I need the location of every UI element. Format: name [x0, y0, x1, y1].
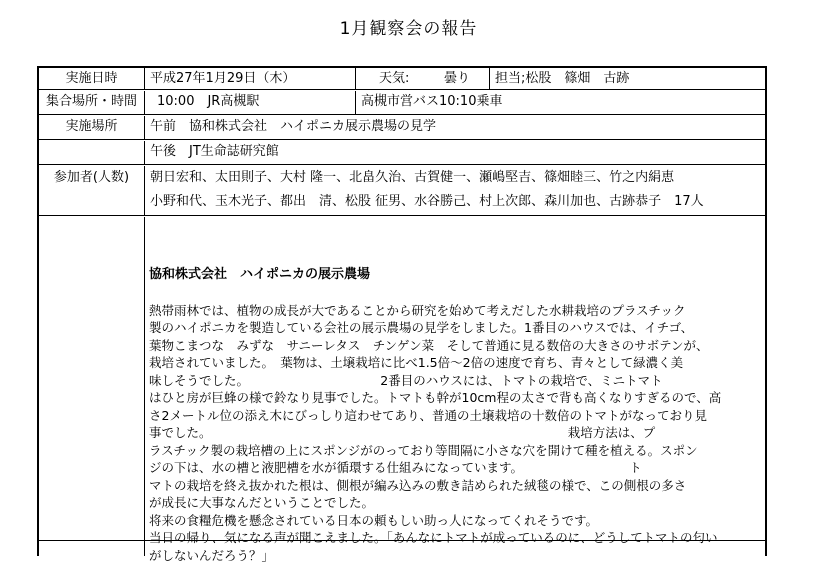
page-title: 1月観察会の報告 [339, 19, 478, 39]
label-participants: 参加者(人数) [39, 166, 145, 215]
row-date [39, 68, 765, 90]
label-place-blank [39, 141, 145, 164]
label-meeting: 集合場所・時間 [39, 91, 145, 114]
divider [144, 217, 145, 556]
place-pm: 午後 JT生命誌研究館 [150, 144, 279, 159]
divider [355, 68, 356, 89]
label-place: 実施場所 [39, 116, 145, 139]
weather-label: 天気: [379, 71, 410, 86]
participants-line-2: 小野和代、玉木光子、都出 清、松股 征男、水谷勝己、村上次郎、森川加也、古跡恭子 17人 [150, 194, 704, 209]
row-participants [39, 166, 765, 216]
report-text: 熱帯雨林では、植物の成長が大であることから研究を始めて考えだした水耕栽培のプラスチック 製のハイポニカを製造している会社の展示農場の見学をしました。1番目のハウスでは、イチゴ、 葉物こまつな みずな サニーレタス チンゲン菜 そして普通に見る数倍の大きさのサボテンが、 栽培されていました。 葉物は、土壌栽培に比べ1.5倍～2倍の速度で育ち、青々として緑濃く美 味しそうでした。 2番目のハウスには、トマトの栽培で、ミニトマト はひと房が巨蜂の様で鈴なり見事でした。トマトも幹が10cm程の太さで背も高くなりすぎるので、高 さ2メートル位の添え木にびっしり這わせてあり、普通の土壌栽培の十数倍のトマトがなっており見 事でした。 栽培方法は、プ ラスチック製の栽培槽の上にスポンジがのっており等間隔に小さな穴を開けて種を植える。スポン ジの下は、水の槽と液肥槽を水が循環する仕組みになっています。 ト マトの栽培を終え抜かれた根は、側根が編み込みの敷き詰められた絨毯の様で、この側根の多さ が成長に大事なんだということでした。 将来の食糧危機を懸念されている日本の頼もしい助っ人になってくれそうです。 当日の帰り、気になる声が聞こえました。「あんなにトマトが成っているのに、どうしてトマトの匂い がしないんだろう？」 [149, 302, 722, 563]
weather-value: 曇り [444, 71, 471, 86]
row-place-am [39, 116, 765, 140]
bottom-divider [39, 540, 765, 541]
bus-info: 高槻市営バス10:10乗車 [361, 94, 503, 109]
participants-list [145, 166, 760, 215]
report-body [149, 231, 763, 582]
report-table [37, 66, 767, 563]
staff-value: 担当;松股 篠畑 古跡 [495, 71, 630, 86]
label-date: 実施日時 [39, 68, 145, 89]
row-meeting [39, 91, 765, 115]
row-place-pm [39, 141, 765, 165]
meeting-time-place: 10:00 JR高槻駅 [157, 94, 260, 109]
participants-line-1: 朝日宏和、太田則子、大村 隆一、北畠久治、古賀健一、瀬嶋堅吉、篠畑睦三、竹之内絹恵 [150, 170, 675, 185]
report-heading: 協和株式会社 ハイポニカの展示農場 [149, 267, 371, 282]
date-value: 平成27年1月29日（木） [150, 71, 296, 86]
place-am: 午前 協和株式会社 ハイポニカ展示農場の見学 [150, 119, 437, 134]
